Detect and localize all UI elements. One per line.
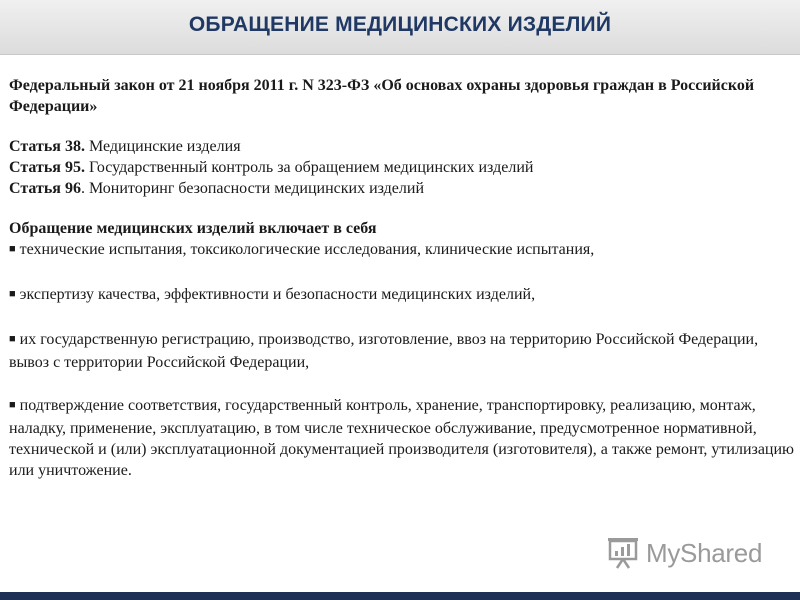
list-item-text: их государственную регистрацию, производство, изготовление, ввоз на территорию Российской Федерации, вывоз с территории Российской Федерации, (9, 331, 759, 371)
article-item (9, 157, 794, 178)
presentation-board-icon (606, 535, 642, 571)
title-bar (0, 0, 800, 55)
article-title: Государственный контроль за обращением медицинских изделий (84, 159, 534, 176)
list-item (9, 239, 794, 262)
list-item-text: технические испытания, токсикологические исследования, клинические испытания, (19, 241, 595, 258)
law-intro-text: Федеральный закон от 21 ноября 2011 г. N 323-ФЗ «Об основах охраны здоровья граждан в Российской Федерации» (9, 77, 755, 115)
article-title: Медицинские изделия (84, 138, 241, 155)
bullet-icon: ■ (9, 399, 16, 411)
bullet-icon: ■ (9, 243, 16, 255)
article-item (9, 178, 794, 199)
article-item (9, 136, 794, 157)
article-number: Статья 95. (9, 159, 85, 176)
bullet-icon: ■ (9, 333, 16, 345)
list-item (9, 329, 794, 373)
bottom-bar (0, 592, 800, 600)
list-item-text: экспертизу качества, эффективности и безопасности медицинских изделий, (19, 286, 536, 303)
list-item (9, 284, 794, 307)
slide-content (9, 75, 794, 481)
section-heading-text: Обращение медицинских изделий включает в себя (9, 220, 377, 237)
article-number: Статья 96 (9, 180, 81, 197)
law-intro (9, 75, 794, 117)
bullet-icon: ■ (9, 288, 16, 300)
section-heading (9, 218, 794, 239)
list-item (9, 395, 794, 481)
watermark-text: MyShared (646, 538, 763, 568)
page-title: ОБРАЩЕНИЕ МЕДИЦИНСКИХ ИЗДЕЛИЙ (188, 13, 612, 36)
watermark-logo (606, 535, 776, 571)
article-title: . Мониторинг безопасности медицинских изделий (80, 180, 425, 197)
list-item-text: подтверждение соответствия, государственный контроль, хранение, транспортировку, реализацию, монтаж, наладку, применение, эксплуатацию, в том числе техническое обслуживание, предусмотренное нормативной, технической и (или) эксплуатационной документацией производителя (изготовителя), а также ремонт, утилизацию или уничтожение. (9, 397, 795, 479)
article-number: Статья 38. (9, 138, 85, 155)
